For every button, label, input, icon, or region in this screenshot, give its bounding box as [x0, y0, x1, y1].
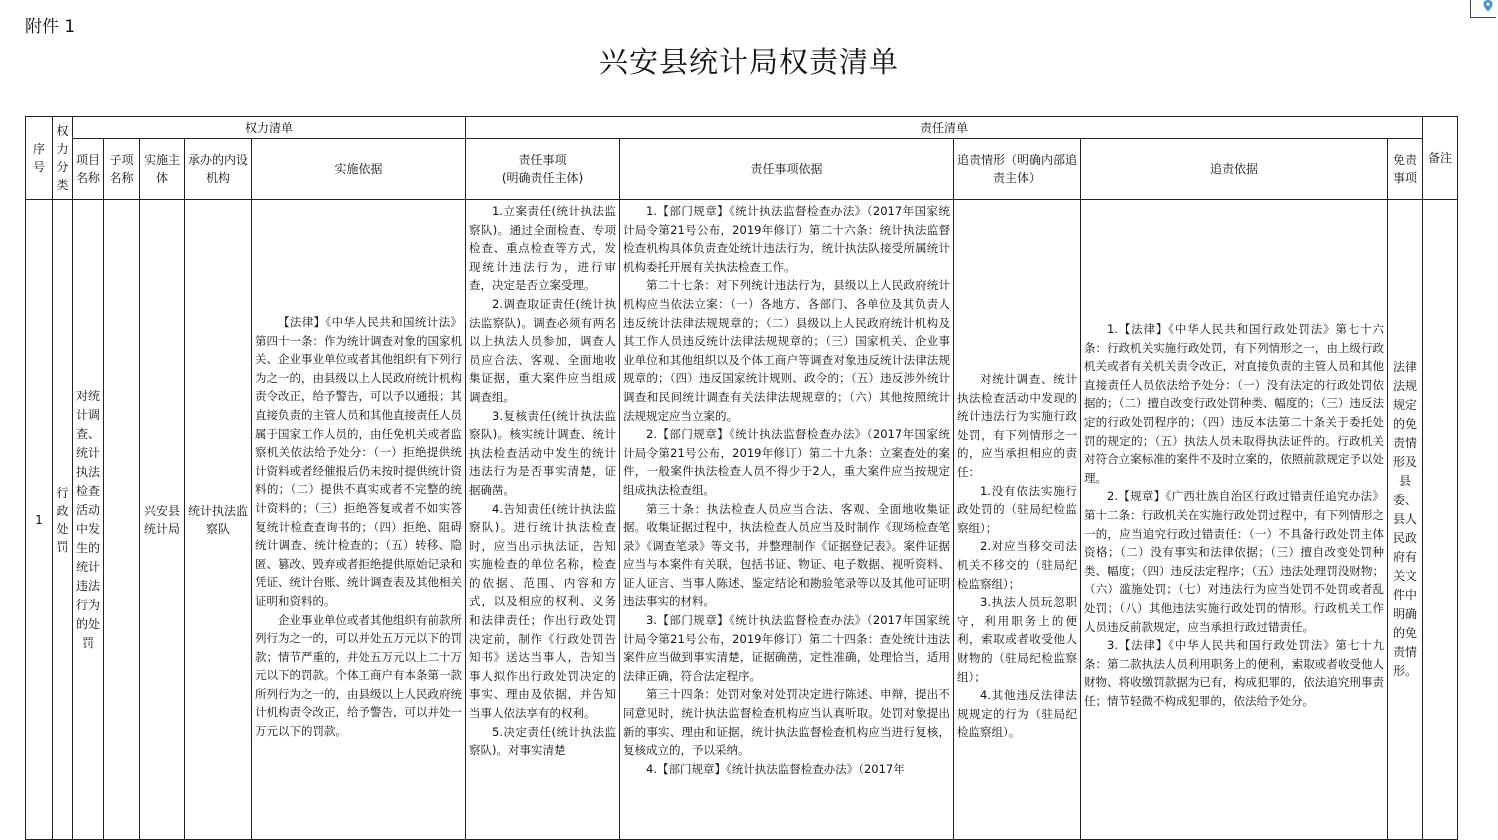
header-item-name: 项目名称 — [73, 139, 104, 200]
header-seq: 序号 — [26, 117, 53, 200]
row-remarks — [1423, 200, 1458, 840]
resp-item: 5.决定责任(统计执法监察队)。对事实清楚 — [469, 724, 616, 758]
basis-paragraph: 企业事业单位或者其他组织有前款所列行为之一的，可以并处五万元以下的罚款；情节严重的，并处五万元以上二十万元以下的罚款。个体工商户有本条第一款所列行为之一的，由县级以上人民政府统计机构责令改正，给予警告，可以并处一万元以下的罚款。 — [255, 612, 462, 739]
resp-basis-paragraph: 第三十四条：处罚对象对处罚决定进行陈述、申辩，提出不同意见时，统计执法监督检查机构应当认真听取。处罚对象提出新的事实、理由和证据，统计执法监督检查机构应当进行复核，复核成立的，予以采纳。 — [623, 687, 950, 758]
row-accountability-basis — [1081, 200, 1388, 840]
row-basis — [252, 200, 466, 840]
header-sub-item: 子项名称 — [104, 139, 140, 200]
accountability-basis-paragraph: 2.【规章】《广西壮族自治区行政过错责任追究办法》第十二条：行政机关在实施行政处罚过程中，有下列情形之一的，应当追究行政过错责任：（一）不具备行政处罚主体资格；（二）没有事实和法律依据；（三）擅自改变处罚种类、幅度；（四）违反法定程序；（五）违法处理罚没财物；（六）滥施处罚；（七）对违法行为应当处罚不处罚或者乱处罚；（八）其他违法实施行政处罚的情形。行政机关工作人员违反前款规定，应当承担行政过错责任。 — [1084, 489, 1384, 634]
row-sub-item — [104, 200, 140, 840]
accountability-paragraph: 2.对应当移交司法机关不移交的（驻局纪检监察组）； — [957, 539, 1077, 591]
header-exemption: 免责事项 — [1388, 139, 1423, 200]
document-title: 兴安县统计局权责清单 — [598, 45, 899, 79]
accountability-paragraph: 对统计调查、统计执法检查活动中发现的统计违法行为实施行政处罚，有下列情形之一的，应当承担相应的责任： — [957, 372, 1077, 479]
header-remarks: 备注 — [1423, 117, 1458, 200]
header-accountability: 追责情形（明确内部追责主体） — [954, 139, 1081, 200]
accountability-basis-paragraph: 1.【法律】《中华人民共和国行政处罚法》第七十六条：行政机关实施行政处罚，有下列情形之一，由上级行政机关或者有关机关责令改正，对直接负责的主管人员和其他直接责任人员依法给予处分：（一）没有法定的行政处罚依据的；（二）擅自改变行政处罚种类、幅度的；（三）违反法定的行政处罚程序的；（四）违反本法第二十条关于委托处罚的规定的；（五）执法人员未取得执法证件的。行政机关对符合立案标准的案件不及时立案的，依照前款规定予以处理。 — [1084, 322, 1384, 485]
row-seq: 1 — [26, 200, 53, 840]
power-responsibility-table — [25, 116, 1458, 840]
row-subject: 兴安县统计局 — [140, 200, 185, 840]
attachment-label: 附件 1 — [25, 17, 76, 37]
accountability-basis-paragraph: 3.【法律】《中华人民共和国行政处罚法》第七十九条：第二款执法人员利用职务上的便利，索取或者收受他人财物、将收缴罚款据为已有，构成犯罪的，依法追究刑事责任；情节轻微不构成犯罪的，依法给予处分。 — [1084, 638, 1384, 708]
header-resp-items: 责任事项 (明确责任主体) — [466, 139, 620, 200]
resp-basis-paragraph: 第三十条：执法检查人员应当合法、客观、全面地收集证据。收集证据过程中，执法检查人员应当及时制作《现场检查笔录》《调查笔录》等文书，并整理制作《证据登记表》。案件证据应当与本案件有关联，包括书证、物证、电子数据、视听资料、证人证言、当事人陈述、鉴定结论和勘验笔录等以及其他可证明违法事实的材料。 — [623, 501, 950, 609]
header-agency: 承办的内设机构 — [185, 139, 252, 200]
accountability-paragraph: 3.执法人员玩忽职守，利用职务上的便利，索取或者收受他人财物的（驻局纪检监察组）； — [957, 595, 1077, 684]
header-power-type: 权力分类 — [53, 117, 73, 200]
basis-paragraph: 【法律】《中华人民共和国统计法》第四十一条：作为统计调查对象的国家机关、企业事业单位或者其他组织有下列行为之一的，由县级以上人民政府统计机构责令改正，给予警告，可以予以通报；其直接负责的主管人员和其他直接责任人员属于国家工作人员的，由任免机关或者监察机关依法给予处分：（一）拒绝提供统计资料或者经催报后仍未按时提供统计资料的；（二）提供不真实或者不完整的统计资料的；（三）拒绝答复或者不如实答复统计检查查询书的；（四）拒绝、阻碍统计调查、统计检查的；（五）转移、隐匿、篡改、毁弃或者拒绝提供原始记录和凭证、统计台账、统计调查表及其他相关证明和资料的。 — [255, 315, 462, 608]
row-power-type: 行政处罚 — [53, 200, 73, 840]
resp-item: 2.调查取证责任(统计执法监察队)。调查必须有两名以上执法人员参加，调查人员应合法、客观、全面地收集证据，重大案件应当组成调查组。 — [469, 296, 616, 404]
resp-item: 3.复核责任(统计执法监察队)。核实统计调查、统计执法检查活动中发生的统计违法行为是否事实清楚，证据确凿。 — [469, 408, 616, 497]
row-item-name: 对统计调查、统计执法检查活动中发生的统计违法行为的处罚 — [73, 200, 104, 840]
corner-mark-horizontal — [1470, 17, 1496, 18]
header-responsibility-list: 责任清单 — [466, 117, 1423, 139]
row-resp-items — [466, 200, 620, 840]
resp-basis-paragraph: 1.【部门规章】《统计执法监督检查办法》（2017年国家统计局令第21号公布，2019年修订）第二十六条：统计执法监督检查机构具体负责查处统计违法行为，统计执法队接受所属统计机构委托开展有关执法检查工作。 — [623, 204, 950, 274]
resp-basis-paragraph: 第二十七条：对下列统计违法行为，县级以上人民政府统计机构应当依法立案：（一）各地方、各部门、各单位及其负责人违反统计法律法规规章的；（二）县级以上人民政府统计机构及其工作人员违反统计法律法规规章的；（三）国家机关、企业事业单位和其他组织以及个体工商户等调查对象违反统计法律法规规章的；（四）违反国家统计规则、政令的；（五）违反涉外统计调查和民间统计调查有关法律法规规章的；（六）其他按照统计法规规定应当立案的。 — [623, 278, 950, 423]
resp-basis-paragraph: 2.【部门规章】《统计执法监督检查办法》（2017年国家统计局令第21号公布，2019年修订）第二十九条：立案查处的案件，一般案件执法检查人员不得少于2人，重大案件应当按规定组成执法检查组。 — [623, 427, 950, 497]
resp-basis-paragraph: 3.【部门规章】《统计执法监督检查办法》（2017年国家统计局令第21号公布，2019年修订）第二十四条：查处统计违法案件应当做到事实清楚，证据确凿，定性准确，处理恰当，适用法律正确，符合法定程序。 — [623, 613, 950, 683]
accountability-paragraph: 4.其他违反法律法规规定的行为（驻局纪检监察组）。 — [957, 688, 1077, 740]
row-agency: 统计执法监察队 — [185, 200, 252, 840]
resp-basis-paragraph: 4.【部门规章】《统计执法监督检查办法》（2017年 — [646, 761, 905, 776]
header-resp-basis: 责任事项依据 — [620, 139, 954, 200]
resp-item: 1.立案责任(统计执法监察队)。通过全面检查、专项检查、重点检查等方式，发现统计违法行为，进行审查，决定是否立案受理。 — [469, 204, 616, 293]
header-basis: 实施依据 — [252, 139, 466, 200]
header-power-list: 权力清单 — [73, 117, 466, 139]
resp-item: 4.告知责任(统计执法监察队)。进行统计执法检查时，应当出示执法证，告知实施检查的单位名称，检查的依据、范围、内容和方式，以及相应的权利、义务和法律责任；作出行政处罚决定前，制作《行政处罚告知书》送达当事人，告知当事人拟作出行政处罚决定的事实、理由及依据，并告知当事人依法享有的权利。 — [469, 501, 616, 721]
accountability-paragraph: 1.没有依法实施行政处罚的（驻局纪检监察组）； — [957, 483, 1077, 535]
row-exemption: 法律法规规定的免责情形及县委、县人民政府有关文件中明确的免责情形。 — [1388, 200, 1423, 840]
corner-mark — [1470, 0, 1471, 18]
row-accountability — [954, 200, 1081, 840]
row-resp-basis — [620, 200, 954, 840]
header-subject: 实施主体 — [140, 139, 185, 200]
header-accountability-basis: 追责依据 — [1081, 139, 1388, 200]
location-pin-icon — [1482, 0, 1494, 12]
